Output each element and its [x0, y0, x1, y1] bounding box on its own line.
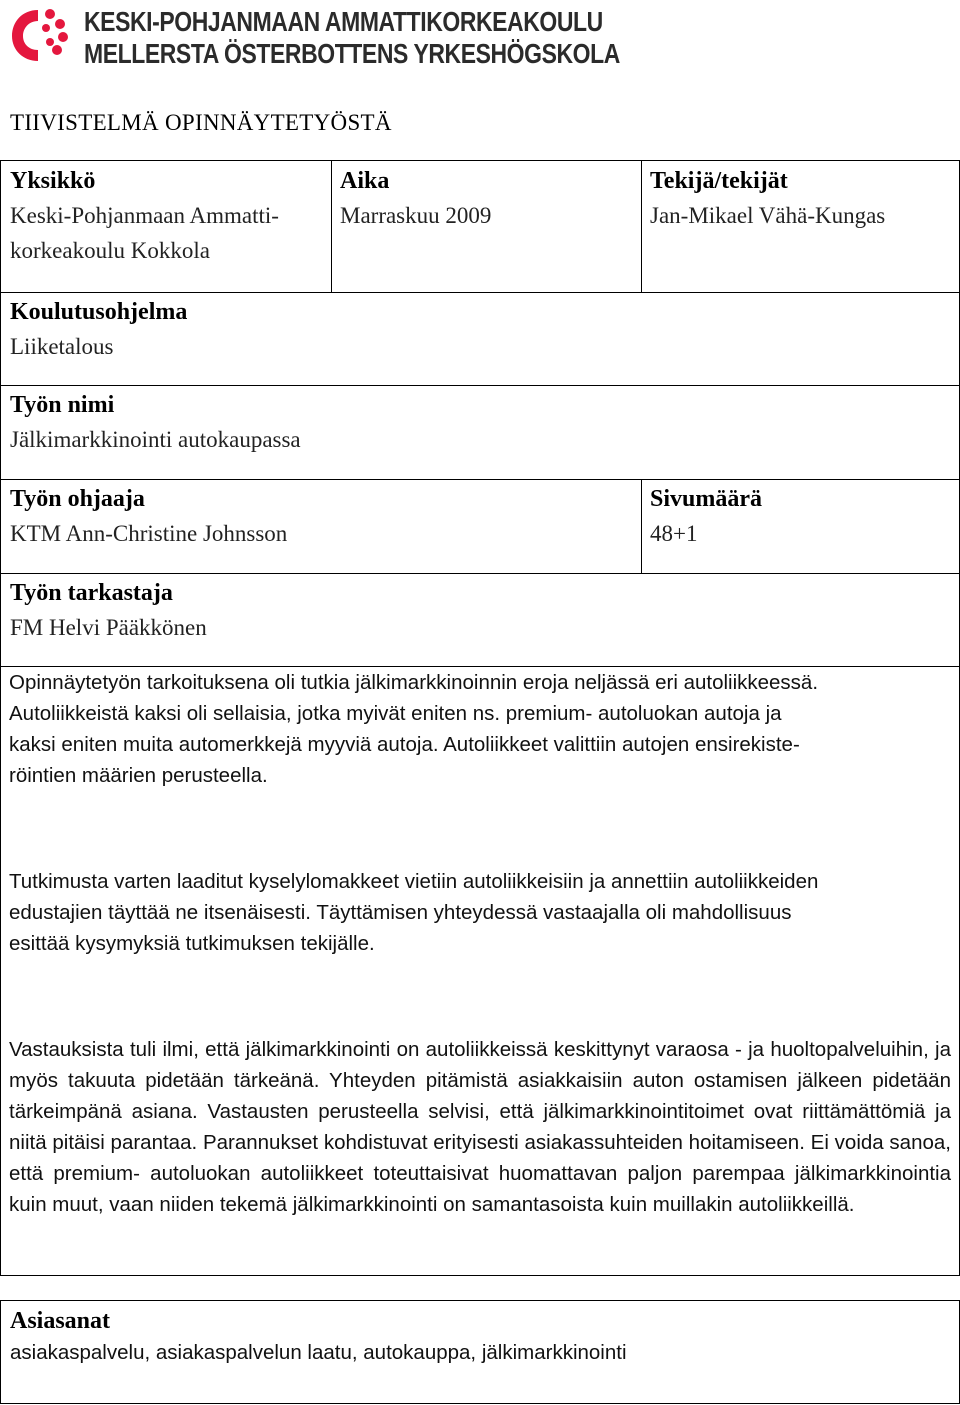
- keywords-box: [0, 1300, 960, 1404]
- abstract-p2-line: esittää kysymyksiä tutkimuksen tekijälle.: [9, 932, 375, 955]
- abstract-p2-line: Tutkimusta varten laaditut kyselylomakkeet vietiin autoliikkeisiin ja annettiin autoliikkeiden: [9, 870, 819, 893]
- keywords-cell: [1, 1301, 959, 1372]
- examiner-label: Työn tarkastaja: [10, 580, 173, 606]
- unit-cell: [1, 161, 331, 272]
- work-name-cell: [1, 385, 959, 461]
- work-name-value: Jälkimarkkinointi autokaupassa: [10, 427, 301, 452]
- programme-label: Koulutusohjelma: [10, 299, 188, 325]
- supervisor-value: KTM Ann-Christine Johnsson: [10, 521, 288, 546]
- unit-value-line1: Keski-Pohjanmaan Ammatti-: [10, 203, 279, 228]
- authors-label: Tekijä/tekijät: [650, 168, 788, 194]
- abstract-p1-line: röintien määrien perusteella.: [9, 764, 268, 787]
- time-label: Aika: [340, 168, 390, 194]
- page-count-value: 48+1: [650, 521, 698, 546]
- unit-value-line2: korkeakoulu Kokkola: [10, 238, 210, 263]
- logo-text-swedish: MELLERSTA ÖSTERBOTTENS YRKESHÖGSKOLA: [84, 38, 620, 69]
- supervisor-cell: [1, 479, 641, 555]
- time-value: Marraskuu 2009: [340, 203, 492, 228]
- abstract-paragraph-2: [9, 866, 953, 959]
- header: [8, 4, 628, 70]
- authors-cell: [641, 161, 959, 237]
- authors-value: Jan-Mikael Vähä-Kungas: [650, 203, 886, 228]
- kpamk-logo-icon: [8, 4, 70, 66]
- abstract-p2-line: edustajien täyttää ne itsenäisesti. Täyttämisen yhteydessä vastaajalla oli mahdollisuus: [9, 901, 792, 924]
- unit-label: Yksikkö: [10, 168, 96, 194]
- examiner-value: FM Helvi Pääkkönen: [10, 615, 207, 640]
- abstract-paragraph-1: [9, 667, 953, 791]
- abstract-p1-line: kaksi eniten muita automerkkejä myyviä autoja. Autoliikkeet valittiin autojen ensirekiste-: [9, 733, 800, 756]
- examiner-cell: [1, 573, 959, 649]
- page-count-cell: [641, 479, 959, 555]
- time-cell: [331, 161, 641, 237]
- supervisor-label: Työn ohjaaja: [10, 486, 145, 512]
- work-name-label: Työn nimi: [10, 392, 115, 418]
- programme-cell: [1, 292, 959, 368]
- keywords-value: asiakaspalvelu, asiakaspalvelun laatu, autokauppa, jälkimarkkinointi: [10, 1341, 627, 1364]
- abstract-p1-line: Opinnäytetyön tarkoituksena oli tutkia jälkimarkkinoinnin eroja neljässä eri autoliikkeessä.: [9, 671, 819, 694]
- abstract-paragraph-3: Vastauksista tuli ilmi, että jälkimarkkinointi on autoliikkeissä keskittynyt varaosa - ja huoltopalveluihin, ja myös takuuta pidetään tärkeänä. Yhteyden pitämistä asiakkaisiin auton ostamisen jälkeen pidetään tärkeimpänä asiana. Vastausten perusteella selvisi, että jälkimarkkinointitoimet ovat riittämättömiä ja niitä pitäisi parantaa. Parannukset kohdistuvat erityisesti asiakassuhteiden hoitamiseen. Ei voida sanoa, että premium- autoluokan autoliikkeet toteuttaisivat huomattavan paljon parempaa jälkimarkkinointia kuin muut, vaan niiden tekemä jälkimarkkinointi on samantasoista kuin muillakin autoliikkeillä.: [9, 1038, 951, 1216]
- document-title: TIIVISTELMÄ OPINNÄYTETYÖSTÄ: [10, 110, 392, 135]
- programme-value: Liiketalous: [10, 334, 114, 359]
- logo-text-finnish: KESKI-POHJANMAAN AMMATTIKORKEAKOULU: [84, 6, 603, 37]
- abstract-p1-line: Autoliikkeistä kaksi oli sellaisia, jotka myivät eniten ns. premium- autoluokan autoja ja: [9, 702, 782, 725]
- page-count-label: Sivumäärä: [650, 486, 763, 512]
- keywords-label: Asiasanat: [10, 1308, 111, 1334]
